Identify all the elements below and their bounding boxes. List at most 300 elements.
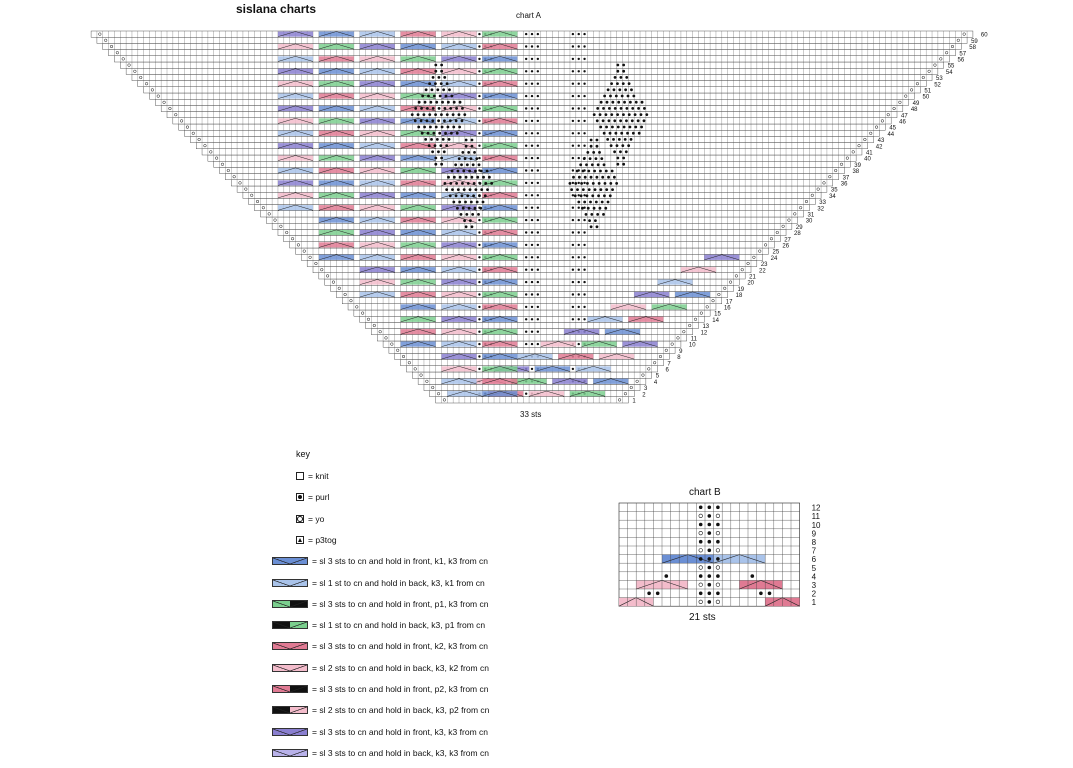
purl-mark (465, 145, 468, 148)
row-number: 21 (749, 274, 756, 281)
row-number: 41 (865, 150, 873, 157)
purl-mark (596, 213, 599, 216)
key-item (272, 727, 488, 737)
purl-mark (449, 119, 452, 122)
purl-mark (440, 163, 443, 166)
purl-mark (445, 188, 448, 191)
purl-mark (439, 144, 442, 147)
row-number: 22 (759, 268, 766, 275)
purl-mark (708, 557, 712, 561)
purl-mark (478, 70, 480, 72)
cable-mark (441, 230, 476, 235)
purl-mark (578, 145, 580, 147)
purl-mark (441, 126, 444, 129)
row-number: 17 (725, 299, 733, 306)
purl-mark (478, 269, 480, 271)
purl-mark (583, 219, 585, 221)
cable-mark (482, 230, 517, 235)
row-number: 55 (947, 63, 955, 70)
purl-mark (584, 176, 587, 179)
purl-mark (576, 188, 579, 191)
purl-mark (708, 540, 712, 544)
key-item (296, 514, 324, 524)
purl-mark (486, 170, 489, 173)
purl-mark (434, 157, 437, 160)
purl-mark (436, 88, 439, 91)
purl-mark (594, 188, 597, 191)
purl-mark (448, 88, 451, 91)
key-item-label: = sl 3 sts to cn and hold in front, k3, k3 from cn (312, 726, 488, 737)
purl-mark (461, 107, 464, 110)
cable-mark (482, 81, 517, 86)
purl-mark (452, 126, 455, 129)
row-number: 44 (887, 131, 895, 138)
purl-mark (448, 138, 451, 141)
key-item-label: = sl 3 sts to cn and hold in front, p2, k3 from cn (312, 684, 489, 694)
row-number: 10 (811, 520, 821, 530)
purl-mark (578, 83, 580, 85)
purl-mark (460, 213, 463, 216)
cable-mark (278, 193, 313, 198)
cable-mark (319, 143, 354, 148)
row-number: 53 (936, 76, 943, 83)
purl-mark (525, 256, 527, 258)
purl-mark (578, 281, 580, 283)
purl-mark (537, 293, 539, 295)
chart-b-grid (619, 503, 821, 607)
purl-mark (708, 574, 712, 578)
purl-mark (458, 113, 461, 116)
purl-mark (610, 144, 613, 147)
purl-mark (525, 293, 527, 295)
purl-mark (572, 293, 574, 295)
purl-mark (622, 64, 625, 67)
row-number: 12 (811, 503, 821, 513)
purl-mark (593, 170, 596, 173)
cable-mark (482, 218, 517, 223)
purl-mark (525, 281, 527, 283)
purl-mark (525, 318, 527, 320)
purl-mark (699, 540, 703, 544)
purl-mark (428, 113, 431, 116)
purl-mark (632, 95, 635, 98)
cable-mark (447, 391, 482, 396)
purl-mark (716, 523, 720, 527)
purl-mark (473, 151, 476, 154)
purl-mark (444, 132, 447, 135)
purl-mark (466, 163, 469, 166)
cable-symbol-icon (272, 706, 308, 714)
purl-mark (613, 119, 616, 122)
purl-mark (479, 207, 482, 210)
cable-mark (441, 69, 476, 74)
purl-mark (596, 225, 599, 228)
purl-mark (716, 506, 720, 510)
purl-mark (537, 70, 539, 72)
cable-mark (401, 180, 436, 185)
row-number: 28 (794, 231, 801, 238)
purl-mark (468, 170, 471, 173)
purl-mark (627, 144, 630, 147)
key-item-label: = sl 3 sts to cn and hold in back, k3, k3 from cn (312, 747, 489, 758)
purl-mark (615, 95, 618, 98)
row-number: 6 (665, 367, 669, 374)
purl-mark (478, 132, 480, 134)
purl-mark (590, 213, 593, 216)
purl-mark (537, 107, 539, 109)
cable-symbol-icon (272, 728, 308, 736)
purl-mark (751, 574, 755, 578)
purl-mark (572, 231, 574, 233)
purl-mark (578, 293, 580, 295)
purl-mark (449, 182, 452, 185)
purl-mark (424, 138, 427, 141)
purl-mark (437, 150, 440, 153)
purl-mark (583, 182, 585, 184)
purl-mark (531, 83, 533, 85)
cable-mark (441, 342, 476, 347)
key-item-label: = sl 3 sts to cn and hold in front, k2, k3 from cn (312, 641, 488, 652)
purl-mark (708, 531, 712, 535)
cable-mark (441, 180, 476, 185)
purl-mark (421, 132, 424, 135)
cable-mark (482, 329, 517, 334)
key-item (272, 705, 489, 715)
cable-mark (441, 304, 476, 309)
key-item (272, 578, 485, 588)
row-number: 14 (712, 317, 719, 324)
purl-mark (480, 170, 483, 173)
purl-mark (445, 95, 448, 98)
purl-mark (585, 213, 588, 216)
row-number: 3 (644, 386, 648, 393)
cable-mark (482, 304, 517, 309)
chart-a-row (97, 37, 967, 43)
cable-mark (319, 94, 354, 99)
purl-mark (482, 201, 485, 204)
chart-a-row (295, 248, 768, 254)
purl-mark (531, 244, 533, 246)
purl-mark (708, 514, 712, 518)
purl-mark (572, 194, 574, 196)
purl-mark (593, 113, 596, 116)
cable-mark (535, 366, 570, 371)
row-number: 4 (653, 379, 658, 386)
purl-mark (578, 45, 580, 47)
key-item-label: = sl 1 st to cn and hold in back, k3, p1 from cn (312, 620, 486, 631)
purl-mark (572, 120, 574, 122)
purl-mark (615, 182, 618, 185)
cable-mark (278, 205, 313, 210)
purl-mark (455, 194, 458, 197)
purl-mark (611, 188, 614, 191)
purl-mark (570, 188, 573, 191)
cable-mark (360, 118, 395, 123)
key-item (296, 492, 330, 502)
purl-mark (716, 540, 720, 544)
purl-mark (591, 163, 594, 166)
purl-mark (525, 95, 527, 97)
purl-mark (429, 126, 432, 129)
purl-mark (436, 138, 439, 141)
purl-mark (609, 95, 612, 98)
purl-mark (430, 138, 433, 141)
purl-mark (450, 95, 453, 98)
purl-mark (572, 132, 574, 134)
key-item (296, 535, 337, 545)
purl-mark (716, 574, 720, 578)
chart-b-title: chart B (689, 487, 721, 498)
purl-mark (451, 170, 454, 173)
purl-mark (439, 95, 442, 98)
purl-mark (470, 157, 473, 160)
row-number: 8 (677, 355, 681, 362)
cable-mark (441, 379, 476, 384)
row-number: 5 (811, 563, 817, 573)
cable-mark (582, 342, 617, 347)
purl-mark (632, 132, 635, 135)
row-number: 59 (971, 38, 978, 45)
purl-mark (478, 95, 480, 97)
cable-mark (360, 205, 395, 210)
chart-a-row (331, 285, 734, 291)
purl-mark (572, 95, 574, 97)
purl-mark (490, 182, 493, 185)
cable-mark (401, 342, 436, 347)
chart-a-row (412, 372, 651, 378)
purl-mark (440, 113, 443, 116)
purl-mark (604, 182, 607, 185)
purl-symbol-icon (296, 493, 304, 501)
key-item-label: = sl 3 sts to cn and hold in front, p1, k3 from cn (312, 598, 489, 609)
purl-mark (531, 182, 533, 184)
purl-mark (531, 70, 533, 72)
purl-mark (537, 207, 539, 209)
purl-mark (583, 83, 585, 85)
purl-mark (699, 523, 703, 527)
row-number: 7 (667, 361, 671, 368)
purl-mark (586, 182, 589, 185)
purl-mark (474, 188, 477, 191)
purl-mark (438, 132, 441, 135)
purl-mark (531, 169, 533, 171)
purl-mark (525, 343, 527, 345)
purl-mark (443, 107, 446, 110)
purl-mark (469, 188, 472, 191)
purl-mark (611, 101, 614, 104)
purl-mark (441, 101, 444, 104)
cable-mark (319, 131, 354, 136)
purl-mark (443, 150, 446, 153)
purl-mark (478, 145, 480, 147)
cable-mark (541, 342, 576, 347)
purl-mark (621, 95, 624, 98)
purl-mark (421, 95, 424, 98)
purl-mark (708, 566, 712, 570)
cable-mark (401, 230, 436, 235)
purl-mark (578, 107, 580, 109)
purl-mark (599, 188, 602, 191)
cable-mark (482, 379, 517, 384)
purl-mark (598, 151, 601, 154)
cable-mark (482, 292, 517, 297)
cable-mark (360, 81, 395, 86)
purl-mark (624, 88, 627, 91)
chart-a-row (202, 149, 862, 155)
purl-mark (593, 207, 596, 210)
purl-mark (537, 33, 539, 35)
purl-mark (583, 45, 585, 47)
purl-mark (486, 188, 489, 191)
purl-mark (597, 163, 600, 166)
row-number: 60 (980, 32, 988, 39)
cable-mark (441, 118, 476, 123)
cable-mark (441, 292, 476, 297)
cable-mark (401, 156, 436, 161)
purl-mark (589, 201, 592, 204)
purl-mark (470, 176, 473, 179)
purl-mark (451, 188, 454, 191)
purl-mark (531, 219, 533, 221)
cable-mark (658, 280, 693, 285)
chart-a-row (401, 360, 664, 366)
purl-mark (620, 132, 623, 135)
purl-mark (588, 188, 591, 191)
purl-mark (572, 182, 574, 184)
cable-mark (593, 379, 628, 384)
row-number: 10 (688, 342, 696, 349)
purl-mark (643, 107, 646, 110)
cable-mark (401, 304, 436, 309)
purl-mark (603, 163, 606, 166)
cable-mark (360, 44, 395, 49)
cable-mark (681, 267, 716, 272)
chart-a-row (225, 174, 838, 180)
row-number: 43 (877, 138, 885, 145)
purl-mark (465, 225, 468, 228)
purl-mark (482, 176, 485, 179)
yo-symbol-icon (296, 515, 304, 523)
purl-mark (434, 64, 437, 67)
purl-mark (525, 393, 527, 395)
purl-mark (572, 58, 574, 60)
chart-a-row (237, 186, 827, 192)
chart-a-row (109, 50, 956, 56)
cable-mark (441, 329, 476, 334)
purl-mark (442, 88, 445, 91)
purl-mark (478, 231, 480, 233)
purl-mark (583, 256, 585, 258)
cable-mark (482, 366, 517, 371)
purl-mark (583, 58, 585, 60)
key-item (272, 641, 488, 651)
cable-mark (482, 342, 517, 347)
row-number: 12 (700, 330, 708, 337)
purl-mark (603, 132, 606, 135)
purl-mark (525, 219, 527, 221)
cable-mark (360, 69, 395, 74)
cable-symbol-icon (272, 642, 308, 650)
purl-mark (617, 101, 620, 104)
chart-a-row (436, 397, 629, 403)
purl-mark (614, 107, 617, 110)
purl-mark (437, 76, 440, 79)
purl-mark (531, 231, 533, 233)
cable-mark (441, 317, 476, 322)
cable-symbol-icon (272, 579, 308, 587)
purl-mark (606, 101, 609, 104)
chart-a-row (307, 260, 757, 266)
purl-mark (458, 201, 461, 204)
purl-mark (638, 132, 641, 135)
cable-mark (401, 44, 436, 49)
purl-mark (431, 150, 434, 153)
purl-mark (537, 231, 539, 233)
purl-mark (572, 306, 574, 308)
purl-mark (583, 194, 585, 196)
row-number: 47 (901, 113, 908, 120)
purl-mark (465, 213, 468, 216)
purl-mark (572, 70, 574, 72)
purl-mark (478, 120, 480, 122)
chart-a-row (272, 223, 792, 229)
cable-mark (441, 32, 476, 37)
cable-mark (482, 131, 517, 136)
purl-mark (614, 76, 617, 79)
purl-mark (537, 244, 539, 246)
purl-mark (599, 170, 602, 173)
purl-mark (531, 293, 533, 295)
purl-mark (580, 194, 583, 197)
purl-mark (531, 33, 533, 35)
purl-mark (619, 150, 622, 153)
cable-mark (278, 81, 313, 86)
purl-mark (525, 70, 527, 72)
cable-mark (401, 168, 436, 173)
purl-mark (572, 157, 574, 159)
purl-mark (605, 170, 608, 173)
purl-mark (478, 318, 480, 320)
cable-symbol-icon (272, 664, 308, 672)
purl-mark (588, 219, 591, 222)
purl-mark (578, 318, 580, 320)
cable-mark (482, 180, 517, 185)
cable-mark (401, 280, 436, 285)
purl-mark (477, 213, 480, 216)
purl-mark (583, 318, 585, 320)
row-number: 13 (702, 324, 710, 331)
purl-mark (583, 157, 586, 160)
row-number: 57 (959, 51, 967, 58)
chart-a-cells (91, 31, 973, 403)
purl-mark (598, 182, 601, 185)
purl-mark (604, 207, 607, 210)
purl-mark (610, 82, 613, 85)
purl-mark (458, 126, 461, 129)
cable-mark (482, 391, 517, 396)
purl-mark (577, 201, 580, 204)
purl-mark (622, 70, 625, 73)
purl-mark (613, 176, 616, 179)
purl-mark (583, 120, 585, 122)
purl-mark (596, 139, 599, 142)
cable-mark (360, 106, 395, 111)
chart-b-sts-label: 21 sts (689, 612, 716, 623)
purl-mark (446, 82, 449, 85)
purl-mark (428, 144, 431, 147)
purl-mark (471, 213, 474, 216)
purl-mark (572, 145, 574, 147)
